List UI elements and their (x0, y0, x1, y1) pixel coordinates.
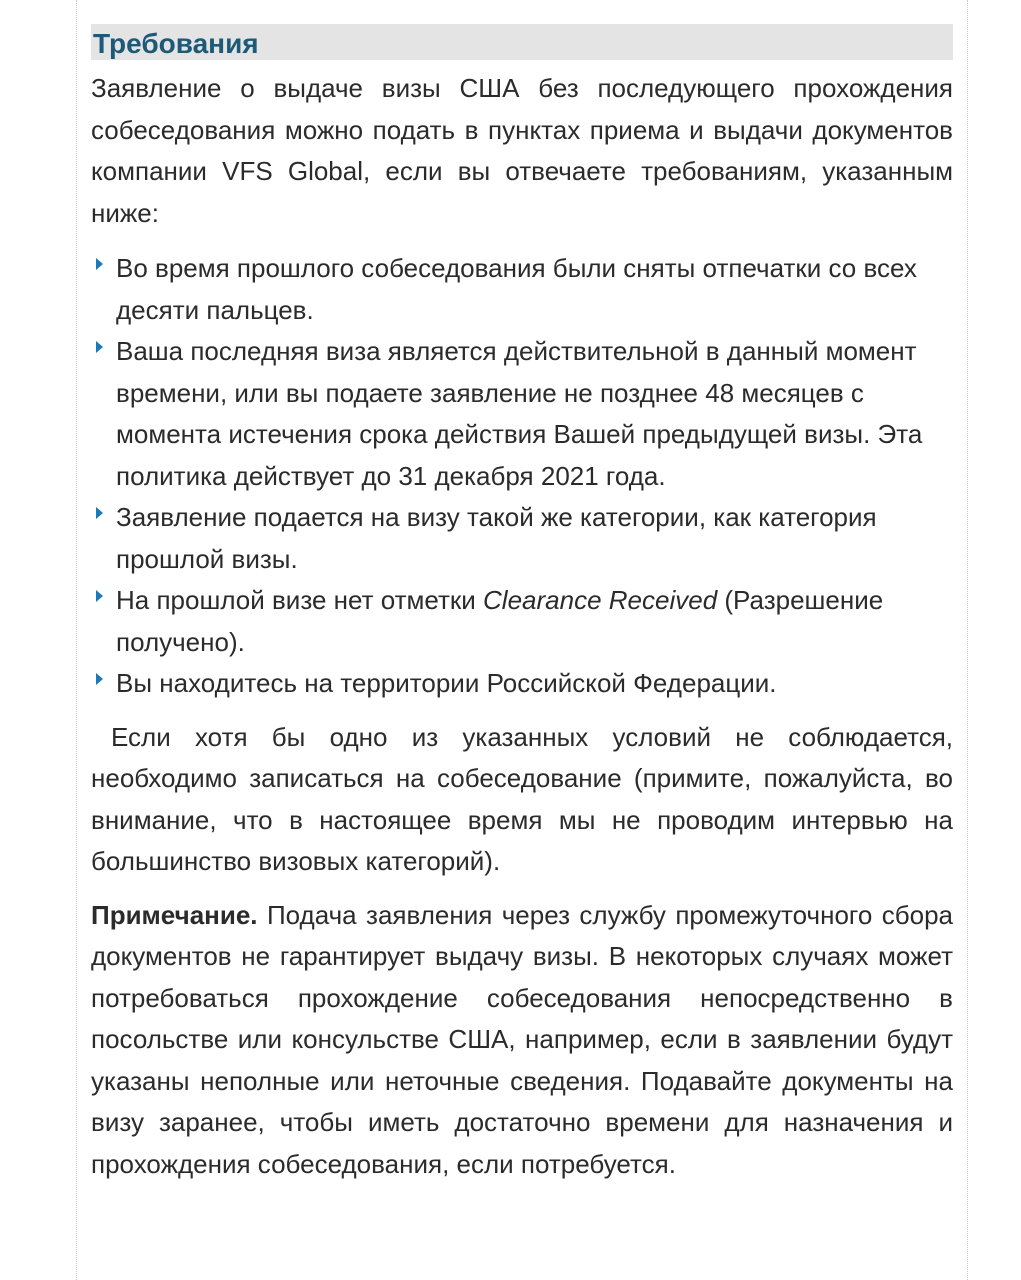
section-heading-bar (91, 24, 953, 60)
list-item-text: Заявление подается на визу такой же категории, как категория прошлой визы. (116, 502, 877, 574)
list-item-text: Ваша последняя виза является действительной в данный момент времени, или вы подаете заявление не позднее 48 месяцев с момента истечения срока действия Вашей предыдущей визы. Эта политика действует до 31 декабря 2021 года. (116, 336, 923, 491)
note-label: Примечание. (91, 899, 258, 930)
clearance-term: Clearance Received (483, 585, 718, 615)
list-item-text-before: На прошлой визе нет отметки (116, 585, 484, 615)
triangle-right-icon (96, 341, 103, 353)
list-item (91, 663, 953, 705)
triangle-right-icon (96, 507, 103, 519)
list-item (91, 497, 953, 580)
list-item (91, 248, 953, 331)
list-item-text: Во время прошлого собеседования были сняты отпечатки со всех десяти пальцев. (116, 253, 917, 325)
list-item (91, 331, 953, 497)
note-text: Подача заявления через службу промежуточного сбора документов не гарантирует выдачу визы. В некоторых случаях может потребоваться прохождение собеседования непосредственно в посольстве или консульстве США, например, если в заявлении будут указаны неполные или неточные сведения. Подавайте документы на визу заранее, чтобы иметь достаточно времени для назначения и прохождения собеседования, если потребуется. (91, 899, 953, 1179)
list-item-text-after: (Разрешение получено). (116, 585, 884, 657)
triangle-right-icon (96, 590, 103, 602)
list-item (91, 580, 953, 663)
interview-warning-paragraph: Если хотя бы одно из указанных условий не соблюдается, необходимо записаться на собеседование (примите, пожалуйста, во внимание, что в настоящее время мы не проводим интервью на большинство визовых категорий). (91, 721, 953, 876)
triangle-right-icon (96, 258, 103, 270)
section-title: Требования (93, 28, 259, 59)
list-item-text: Вы находитесь на территории Российской Федерации. (116, 668, 777, 698)
requirements-list (91, 248, 953, 705)
triangle-right-icon (96, 673, 103, 685)
note-paragraph (91, 895, 953, 1186)
requirements-section (91, 24, 953, 1185)
intro-paragraph: Заявление о выдаче визы США без последующего прохождения собеседования можно подать в пунктах приема и выдачи документов компании VFS Global, если вы отвечаете требованиям, указанным ниже: (91, 73, 953, 228)
